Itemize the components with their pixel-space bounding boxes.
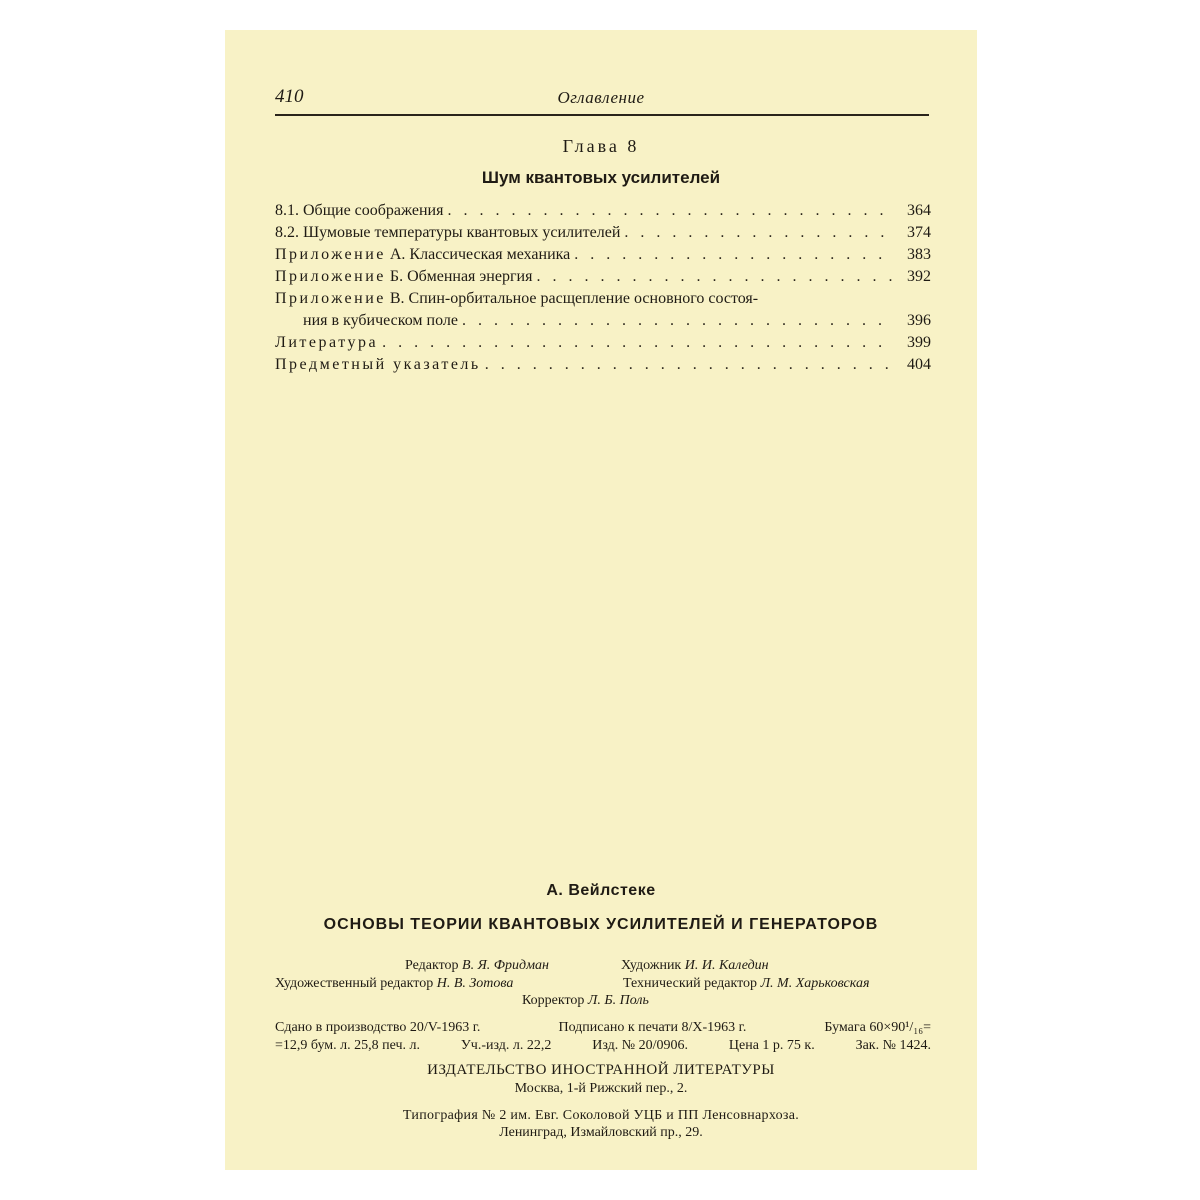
toc-entry-title: 8.1. Общие соображения	[275, 202, 444, 219]
toc-entry-title: ния в кубическом поле	[303, 312, 458, 329]
imprint-item: =12,9 бум. л. 25,8 печ. л.	[275, 1038, 421, 1053]
header-rule	[275, 114, 929, 116]
book-page	[225, 30, 977, 1170]
credit-artist	[621, 958, 769, 974]
toc-entry-page: 399	[907, 334, 931, 351]
author-name: А. Вейлстеке	[546, 882, 656, 899]
toc-leader	[462, 312, 893, 330]
credit-tech-editor	[623, 976, 869, 992]
credit-label: Редактор	[405, 958, 459, 973]
book-title: ОСНОВЫ ТЕОРИИ КВАНТОВЫХ УСИЛИТЕЛЕЙ И ГЕНЕРАТОРОВ	[323, 916, 879, 933]
publisher-name: ИЗДАТЕЛЬСТВО ИНОСТРАННОЙ ЛИТЕРАТУРЫ	[427, 1062, 775, 1078]
imprint-item: Зак. № 1424.	[855, 1038, 931, 1053]
toc-entry[interactable]	[275, 356, 931, 378]
toc-entry-page: 374	[907, 224, 931, 241]
printer-name: Типография № 2 им. Евг. Соколовой УЦБ и ПП Ленсовнархоза.	[402, 1108, 800, 1123]
toc-entry-page: 392	[907, 268, 931, 285]
toc-leader	[574, 246, 893, 264]
toc-leader	[447, 202, 893, 220]
credit-editor	[405, 958, 549, 974]
toc-entry-page: 364	[907, 202, 931, 219]
credit-name: И. И. Каледин	[684, 958, 769, 973]
toc-leader	[536, 268, 893, 286]
imprint-item: Цена 1 р. 75 к.	[728, 1038, 815, 1053]
printer-address: Ленинград, Измайловский пр., 29.	[499, 1125, 703, 1140]
toc-leader	[382, 334, 893, 352]
imprint-line	[275, 1020, 931, 1036]
toc-entry-rest: А. Классическая механика	[385, 246, 571, 263]
credit-label: Технический редактор	[623, 976, 758, 991]
credit-name: В. Я. Фридман	[462, 958, 550, 973]
credit-name: Л. Б. Поль	[587, 993, 649, 1008]
credit-label: Художник	[621, 958, 682, 973]
publisher-address: Москва, 1-й Рижский пер., 2.	[514, 1081, 688, 1096]
toc-entry-title	[275, 268, 532, 286]
toc-leader	[485, 356, 893, 374]
chapter-title: Шум квантовых усилителей	[481, 168, 721, 187]
imprint-item: Сдано в производство 20/V-1963 г.	[275, 1020, 481, 1035]
running-header: Оглавление	[557, 88, 645, 107]
imprint-line	[275, 1038, 931, 1054]
toc-entry-title	[275, 290, 758, 308]
imprint-item: Изд. № 20/0906.	[592, 1038, 689, 1053]
toc-entry-title	[275, 246, 570, 264]
imprint-item: Подписано к печати 8/X-1963 г.	[558, 1020, 747, 1035]
toc-entry-title: Литература	[275, 334, 379, 351]
toc-entry-page: 404	[907, 356, 931, 373]
toc-entry[interactable]	[275, 290, 931, 312]
credit-label: Художественный редактор	[275, 976, 434, 991]
toc-entry-title: Предметный указатель	[275, 356, 481, 373]
credit-proofreader	[522, 993, 649, 1009]
toc-entry[interactable]	[275, 268, 931, 290]
toc-entry-page: 396	[907, 312, 931, 329]
toc-entry-prefix: Приложение	[275, 290, 386, 307]
credit-name: Н. В. Зотова	[436, 976, 514, 991]
table-of-contents	[275, 202, 931, 378]
credit-label: Корректор	[522, 993, 585, 1008]
toc-entry-rest: В. Спин-орбитальное расщепление основного состоя-	[385, 290, 759, 307]
toc-entry-prefix: Приложение	[275, 246, 386, 263]
toc-leader	[624, 224, 893, 242]
credit-name: Л. М. Харьковская	[760, 976, 870, 991]
toc-entry[interactable]	[275, 224, 931, 246]
toc-entry-title: 8.2. Шумовые температуры квантовых усилителей	[275, 224, 621, 241]
toc-entry-prefix: Приложение	[275, 268, 386, 285]
toc-entry[interactable]	[275, 202, 931, 224]
imprint-item: Уч.-изд. л. 22,2	[460, 1038, 552, 1053]
toc-entry-page: 383	[907, 246, 931, 263]
toc-entry[interactable]	[275, 334, 931, 356]
page-number: 410	[275, 86, 304, 107]
chapter-label: Глава 8	[562, 136, 640, 156]
toc-entry[interactable]	[275, 246, 931, 268]
credit-art-editor	[275, 976, 513, 992]
toc-entry-rest: Б. Обменная энергия	[385, 268, 533, 285]
toc-entry-continuation[interactable]	[275, 312, 931, 334]
imprint-item: Бумага 60×90¹/₁₆=	[824, 1020, 931, 1035]
